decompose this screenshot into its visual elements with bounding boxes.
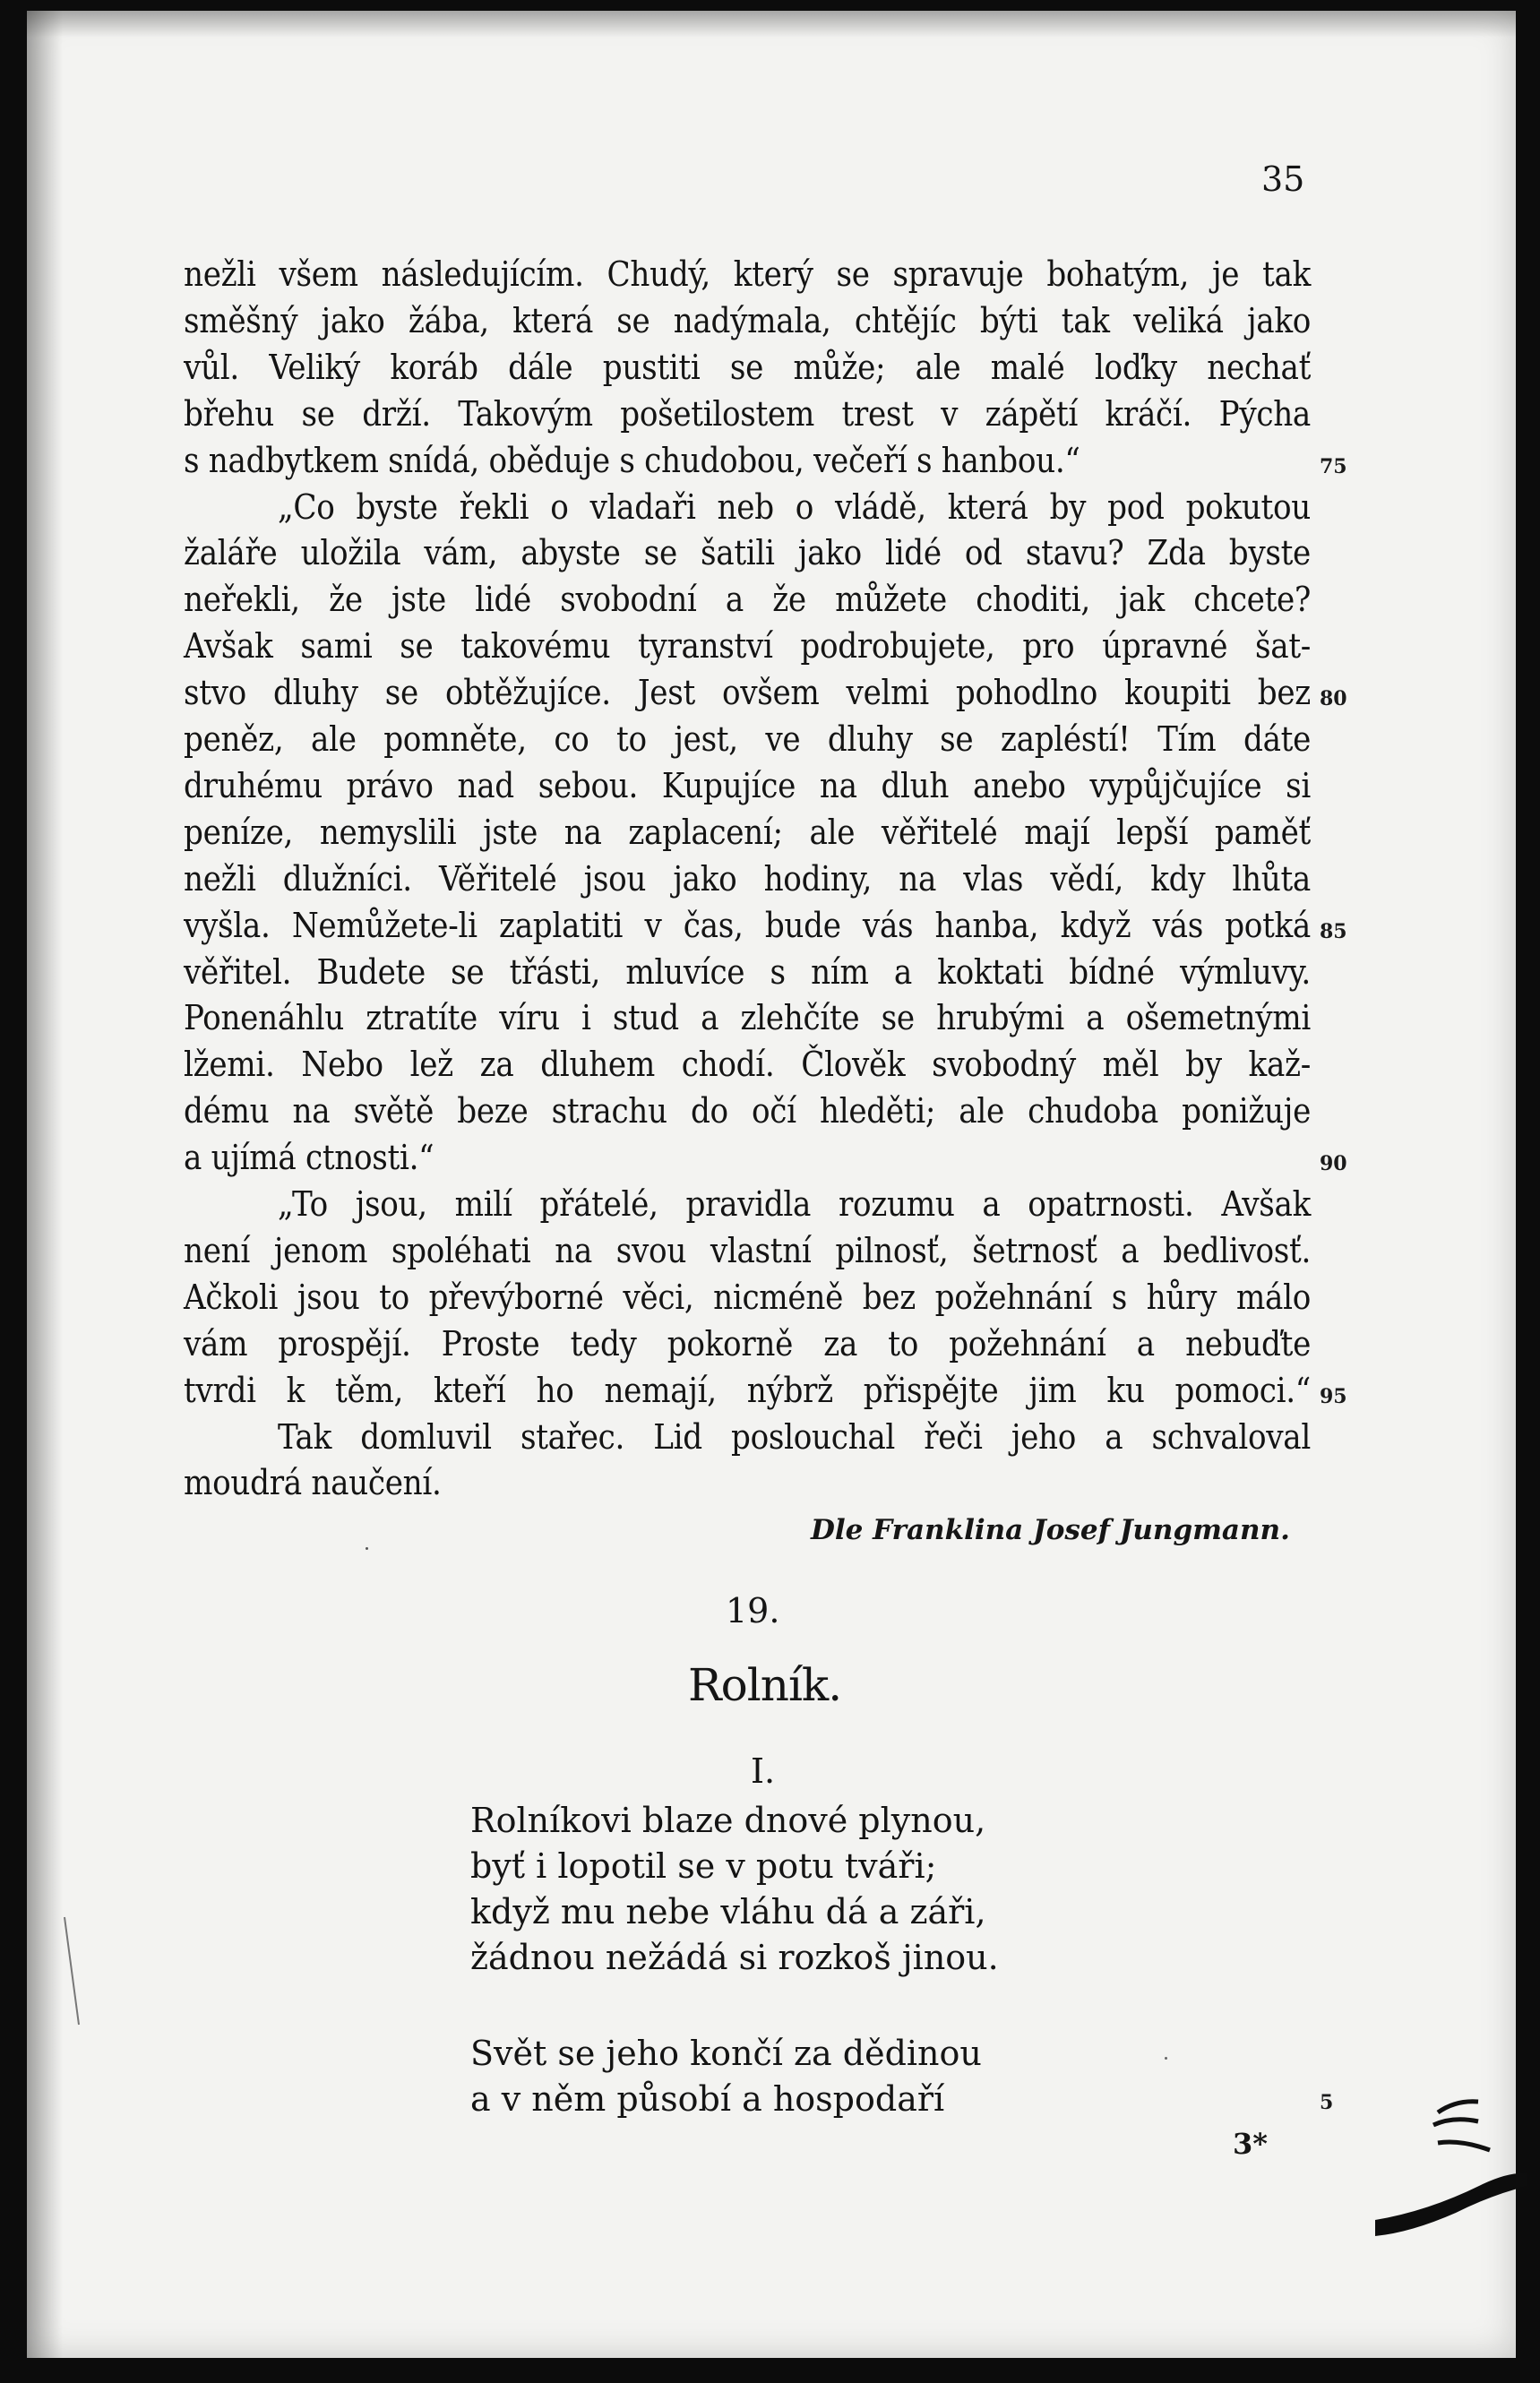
text-line: lžemi. Nebo lež za dluhem chodí. Člověk svobodný měl by kaž- xyxy=(184,1045,1311,1085)
text-line: stvo dluhy se obtěžujíce. Jest ovšem velmi pohodlno koupiti bez xyxy=(184,673,1311,713)
text-line: Ačkoli jsou to převýborné věci, nicméně bez požehnání s hůry málo xyxy=(184,1277,1311,1317)
section-number: 19. xyxy=(726,1591,780,1630)
text-line: s nadbytkem snídá, oběduje s chudobou, večeří s hanbou.“ xyxy=(184,440,1080,480)
text-line: žaláře uložila vám, abyste se šatili jako lidé od stavu? Zda byste xyxy=(184,533,1311,573)
text-line: věřitel. Budete se třásti, mluvíce s ním a koktati bídné výmluvy. xyxy=(184,951,1311,992)
line-number: 5 xyxy=(1320,2091,1334,2114)
verse-line: byť i lopotil se v potu tváři; xyxy=(470,1846,937,1886)
section-title: Rolník. xyxy=(688,1659,842,1711)
text-line: nežli dlužníci. Věřitelé jsou jako hodiny, na vlas vědí, kdy lhůta xyxy=(184,858,1311,899)
text-line: „Co byste řekli o vladaři neb o vládě, která by pod pokutou xyxy=(278,486,1311,527)
text-line: druhému právo nad sebou. Kupujíce na dluh anebo vypůjčujíce si xyxy=(184,765,1311,805)
line-number: 95 xyxy=(1320,1384,1347,1408)
verse-line: Rolníkovi blaze dnové plynou, xyxy=(470,1801,986,1840)
text-line: Avšak sami se takovému tyranství podrobujete, pro úpravné šat- xyxy=(184,626,1311,667)
text-line: břehu se drží. Takovým pošetilostem trest v zápětí kráčí. Pýcha xyxy=(184,393,1311,434)
text-line: Tak domluvil stařec. Lid poslouchal řeči jeho a schvaloval xyxy=(278,1416,1311,1457)
text-line: moudrá naučení. xyxy=(184,1463,442,1503)
text-line: „To jsou, milí přátelé, pravidla rozumu a opatrnosti. Avšak xyxy=(278,1184,1311,1224)
page-number: 35 xyxy=(1261,159,1305,199)
line-number: 85 xyxy=(1320,919,1347,943)
text-line: vyšla. Nemůžete-li zaplatiti v čas, bude vás hanba, když vás potká xyxy=(184,905,1311,945)
line-number: 80 xyxy=(1320,687,1347,711)
verse-line: žádnou nežádá si rozkoš jinou. xyxy=(470,1938,999,1977)
top-edge-shadow xyxy=(27,11,1516,38)
verse-line: a v něm působí a hospodaří xyxy=(470,2079,945,2119)
text-line: a ujímá ctnosti.“ xyxy=(184,1138,434,1178)
signature-mark: 3* xyxy=(1233,2127,1268,2161)
verse-line: když mu nebe vláhu dá a záři, xyxy=(470,1892,986,1931)
text-line: není jenom spoléhati na svou vlastní pilnosť, šetrnosť a bedlivosť. xyxy=(184,1230,1311,1270)
text-line: nežli všem následujícím. Chudý, který se spravuje bohatým, je tak xyxy=(184,254,1311,294)
part-label: I. xyxy=(751,1751,776,1791)
text-line: neřekli, že jste lidé svobodní a že můžete choditi, jak chcete? xyxy=(184,580,1311,620)
line-number: 75 xyxy=(1320,454,1347,478)
verse-line: Svět se jeho končí za dědinou xyxy=(470,2034,982,2073)
speck xyxy=(366,1547,368,1550)
attribution: Dle Franklina Josef Jungmann. xyxy=(811,1514,1290,1546)
speck xyxy=(1165,2057,1167,2060)
text-line: Ponenáhlu ztratíte víru i stud a zlehčíte se hrubými a ošemetnými xyxy=(184,998,1311,1038)
text-line: peníze, nemyslili jste na zaplacení; ale věřitelé mají lepší paměť xyxy=(184,812,1311,852)
binding-shadow xyxy=(27,11,63,2358)
text-line: vám prospějí. Proste tedy pokorně za to požehnání a nebuďte xyxy=(184,1323,1311,1364)
text-line: dému na světě beze strachu do očí hleděti; ale chudoba ponižuje xyxy=(184,1091,1311,1131)
line-number: 90 xyxy=(1320,1152,1347,1176)
text-line: vůl. Veliký koráb dále pustiti se může; ale malé loďky nechať xyxy=(184,347,1311,387)
text-line: peněz, ale pomněte, co to jest, ve dluhy se zapléstí! Tím dáte xyxy=(184,719,1311,759)
text-line: směšný jako žába, která se nadýmala, chtějíc býti tak veliká jako xyxy=(184,300,1311,340)
text-line: tvrdi k těm, kteří ho nemají, nýbrž přispějte jim ku pomoci.“ xyxy=(184,1370,1311,1410)
